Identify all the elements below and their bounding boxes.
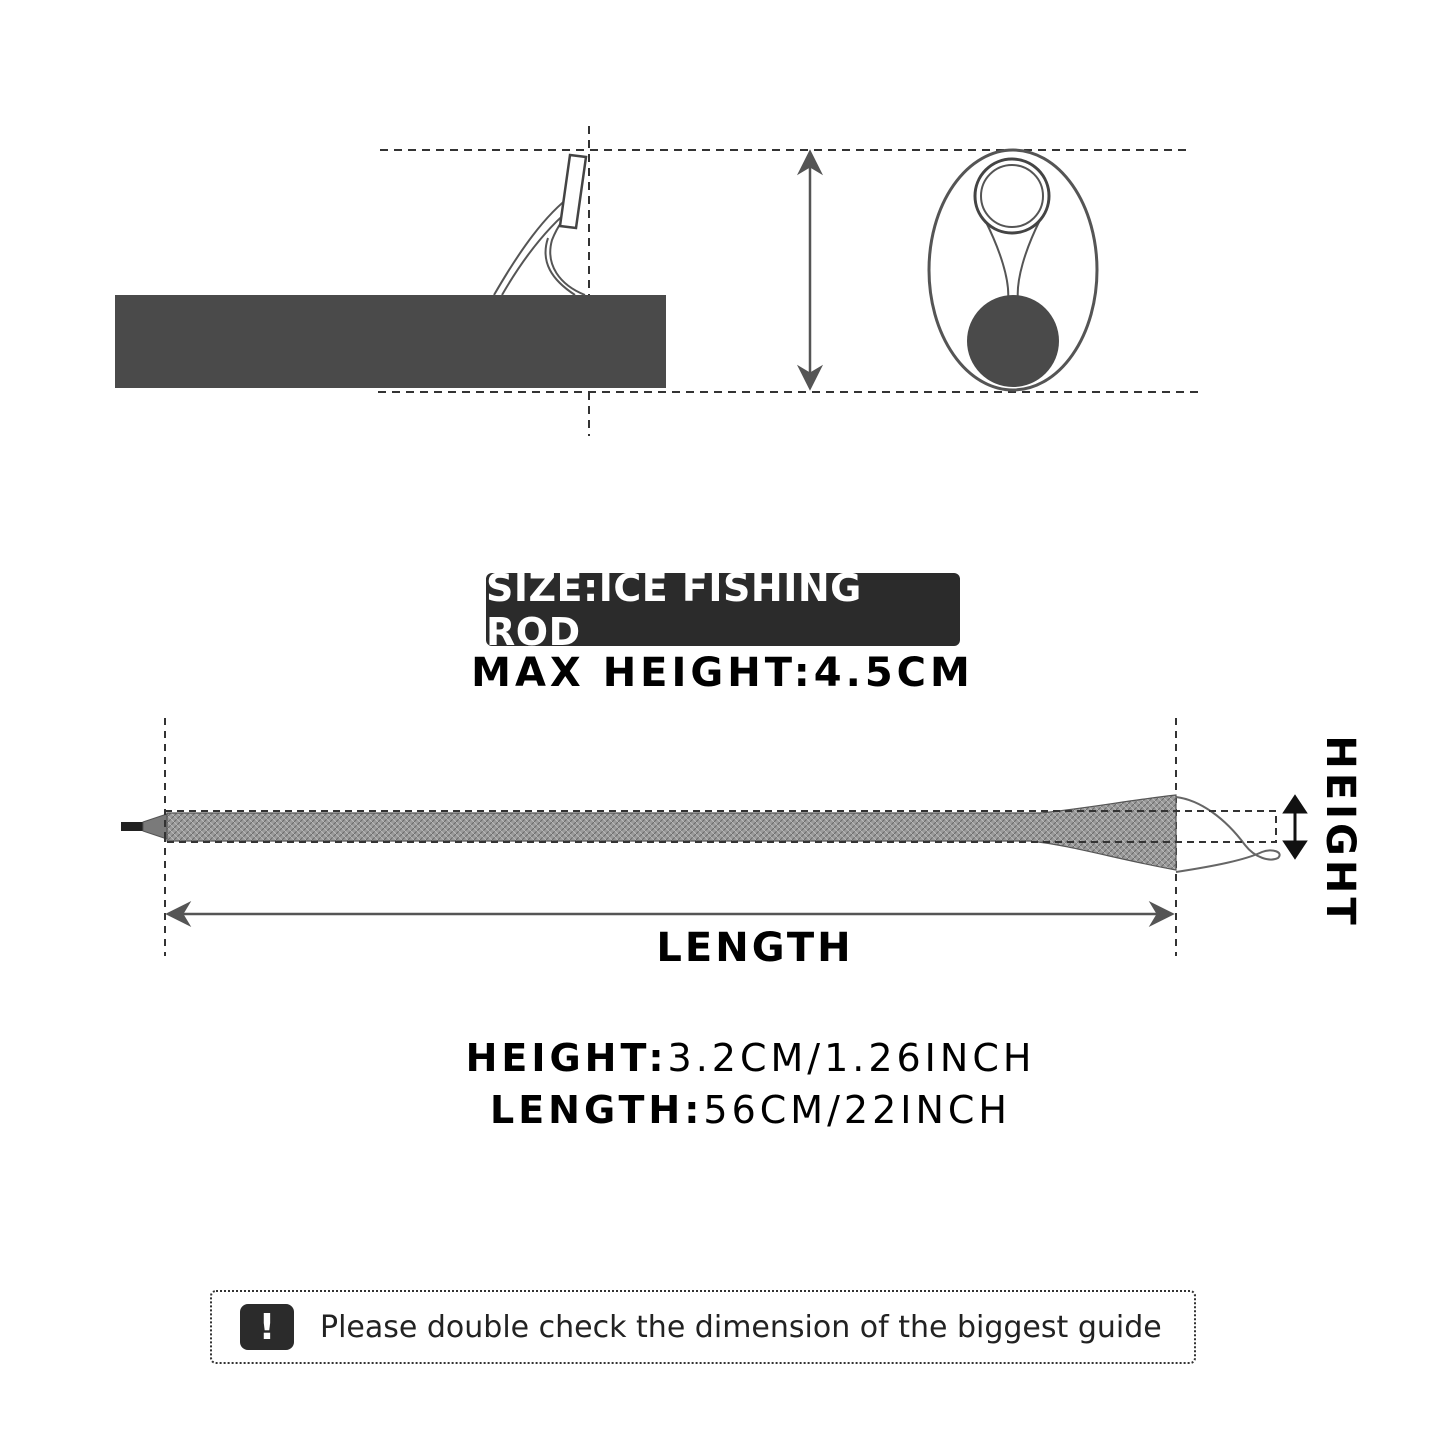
note-text: Please double check the dimension of the biggest guide (320, 1310, 1162, 1345)
height-spec-key: HEIGHT: (465, 1036, 668, 1080)
max-height-label: MAX HEIGHT:4.5CM (471, 650, 974, 696)
length-spec-key: LENGTH: (490, 1088, 704, 1132)
length-arrow (168, 904, 1172, 924)
exclamation-icon: ! (240, 1304, 294, 1350)
title-badge: SIZE:ICE FISHING ROD (486, 573, 960, 646)
height-label: HEIGHT (1317, 735, 1363, 929)
rod-body (167, 795, 1176, 870)
rod-end-cap (121, 822, 145, 831)
note-box (210, 1290, 1196, 1364)
length-spec-value: 56CM/22INCH (703, 1088, 1011, 1132)
length-spec (28, 1088, 1445, 1132)
height-spec (28, 1036, 1445, 1080)
height-arrow (1285, 797, 1305, 857)
rod-taper (143, 814, 167, 839)
length-label: LENGTH (656, 925, 854, 971)
height-spec-value: 3.2CM/1.26INCH (667, 1036, 1036, 1080)
rod-guide-loop (1176, 797, 1280, 872)
